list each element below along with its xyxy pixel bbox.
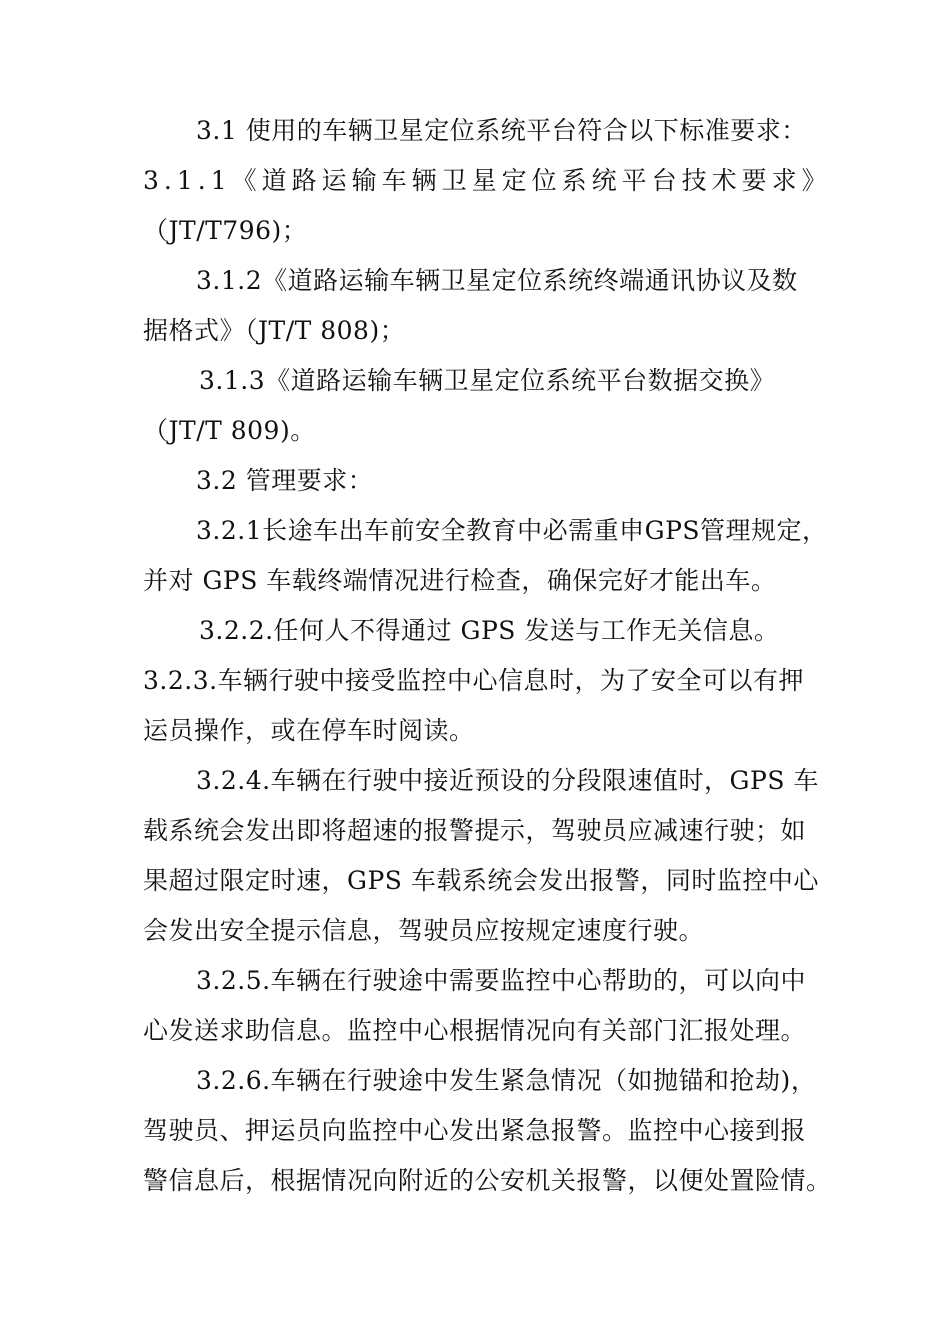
text-line: 3.2.4.车辆在行驶中接近预设的分段限速值时，GPS 车 (196, 766, 819, 795)
text-line: 3.2.6.车辆在行驶途中发生紧急情况（如抛锚和抢劫)， (196, 1066, 817, 1095)
text-line: 载系统会发出即将超速的报警提示，驾驶员应减速行驶；如 (143, 816, 807, 845)
text-line: 3.1.2《道路运输车辆卫星定位系统终端通讯协议及数 (196, 266, 798, 295)
text-line: 会发出安全提示信息，驾驶员应按规定速度行驶。 (143, 916, 705, 945)
text-line: 运员操作，或在停车时阅读。 (143, 716, 475, 745)
text-line: 3.2.3.车辆行驶中接受监控中心信息时，为了安全可以有押 (143, 666, 805, 695)
text-line: （JT/T 809)。 (143, 416, 316, 445)
text-line: 据格式》（JT/T 808)； (143, 316, 406, 345)
text-line: 3.2.1长途车出车前安全教育中必需重申GPS管理规定， (196, 516, 828, 545)
text-line: 心发送求助信息。监控中心根据情况向有关部门汇报处理。 (143, 1016, 807, 1045)
text-line: 3.1.3《道路运输车辆卫星定位系统平台数据交换》 (199, 366, 776, 395)
text-line: （JT/T796)； (143, 216, 308, 245)
text-line: 3.2.2.任何人不得通过 GPS 发送与工作无关信息。 (199, 616, 780, 645)
text-line: 3.1 使用的车辆卫星定位系统平台符合以下标准要求： (196, 116, 807, 145)
text-line: 3.2 管理要求： (196, 466, 374, 495)
text-line: 果超过限定时速，GPS 车载系统会发出报警，同时监控中心 (143, 866, 819, 895)
text-line: 3.1.1《道路运输车辆卫星定位系统平台技术要求》 (143, 166, 832, 195)
text-line: 警信息后，根据情况向附近的公安机关报警，以便处置险情。 (143, 1166, 832, 1195)
text-line: 3.2.5.车辆在行驶途中需要监控中心帮助的，可以向中 (196, 966, 807, 995)
text-line: 并对 GPS 车载终端情况进行检查，确保完好才能出车。 (143, 566, 777, 595)
text-line: 驾驶员、押运员向监控中心发出紧急报警。监控中心接到报 (143, 1116, 807, 1145)
